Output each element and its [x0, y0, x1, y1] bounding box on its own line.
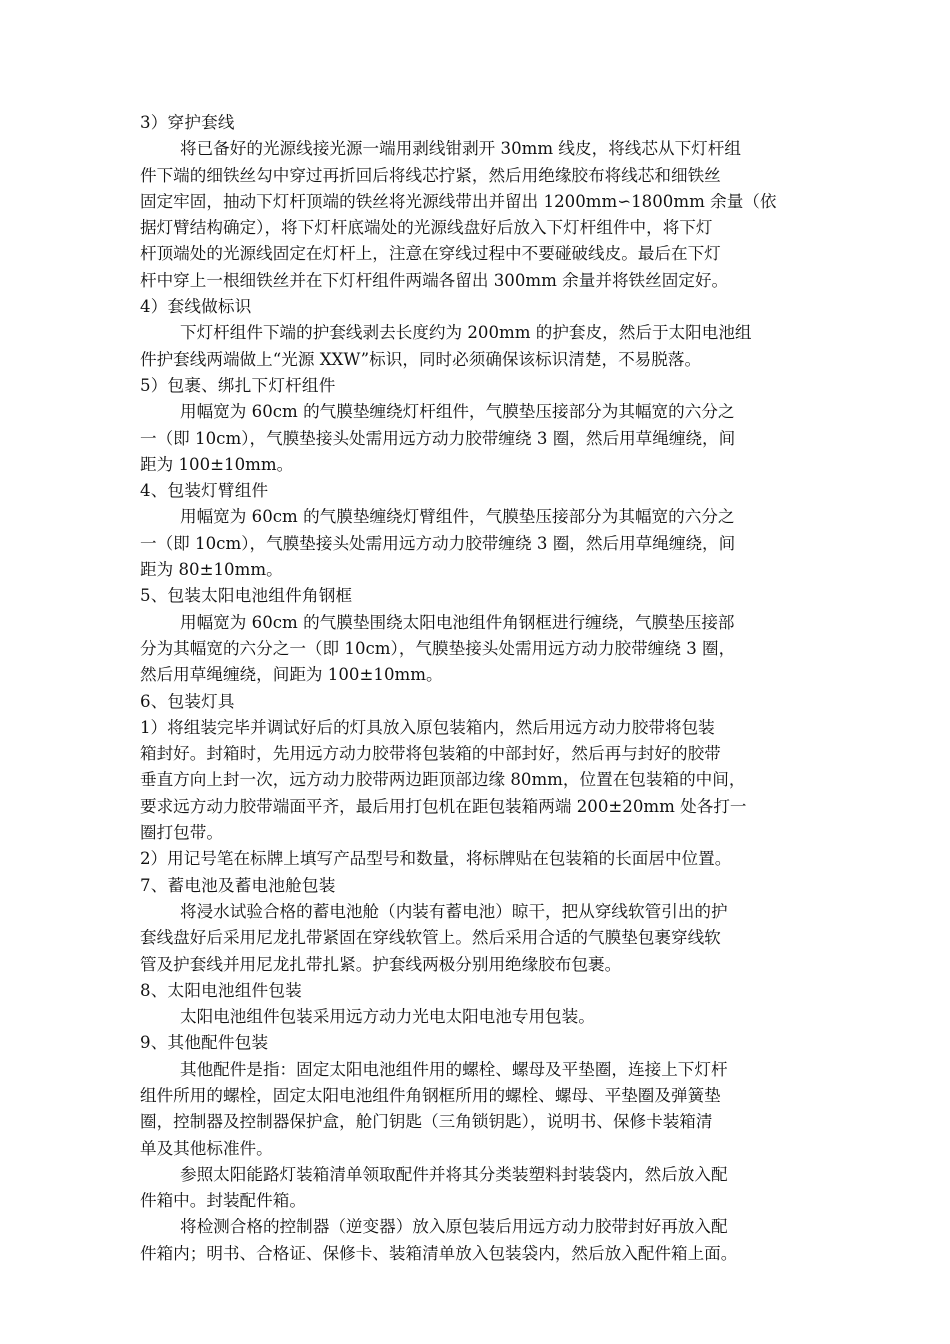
section-heading: 3）穿护套线 [140, 113, 235, 132]
body-text-line: 据灯臂结构确定），将下灯杆底端处的光源线盘好后放入下灯杆组件中，将下灯 [140, 218, 713, 238]
body-text-line: 距为 100±10mm。 [140, 454, 294, 474]
body-text-line: 件下端的细铁丝勾中穿过再折回后将线芯拧紧，然后用绝缘胶布将线芯和细铁丝 [140, 165, 721, 185]
section-heading: 4、包装灯臂组件 [140, 481, 269, 501]
body-text-line: 将浸水试验合格的蓄电池舱（内装有蓄电池）晾干，把从穿线软管引出的护 [180, 901, 728, 921]
body-text-line: 件箱内；明书、合格证、保修卡、装箱清单放入包装袋内，然后放入配件箱上面。 [140, 1243, 738, 1263]
document-page [140, 110, 822, 1267]
body-text-line: 分为其幅宽的六分之一（即 10cm），气膜垫接头处需用远方动力胶带缠绕 3 圈， [140, 638, 736, 658]
body-text-line: 距为 80±10mm。 [140, 560, 283, 580]
body-text-line: 固定牢固，抽动下灯杆顶端的铁丝将光源线带出并留出 1200mm∽1800mm 余量（依 [140, 191, 777, 211]
body-text-line: 垂直方向上封一次，远方动力胶带两边距顶部边缘 80mm，位置在包装箱的中间， [140, 770, 746, 790]
body-text-line: 圈打包带。 [140, 823, 223, 843]
body-text-line: 要求远方动力胶带端面平齐，最后用打包机在距包装箱两端 200±20mm 处各打一 [140, 796, 747, 816]
section-heading: 5、包装太阳电池组件角钢框 [140, 586, 353, 606]
body-text-line: 圈，控制器及控制器保护盒，舱门钥匙（三角锁钥匙），说明书、保修卡装箱清 [140, 1112, 713, 1132]
body-text-line: 用幅宽为 60cm 的气膜垫缠绕灯臂组件，气膜垫压接部分为其幅宽的六分之 [180, 507, 735, 527]
body-text-line: 杆顶端处的光源线固定在灯杆上，注意在穿线过程中不要碰破线皮。最后在下灯 [140, 244, 721, 264]
body-text-line: 单及其他标准件。 [140, 1138, 273, 1158]
section-heading: 5）包裹、绑扎下灯杆组件 [140, 375, 336, 395]
body-text-line: 参照太阳能路灯装箱清单领取配件并将其分类装塑料封装袋内，然后放入配 [180, 1164, 728, 1184]
body-text-line: 一（即 10cm），气膜垫接头处需用远方动力胶带缠绕 3 圈，然后用草绳缠绕，间 [140, 428, 736, 448]
body-text-line: 用幅宽为 60cm 的气膜垫围绕太阳电池组件角钢框进行缠绕，气膜垫压接部 [180, 612, 735, 632]
body-text-line: 将已备好的光源线接光源一端用剥线钳剥开 30mm 线皮，将线芯从下灯杆组 [180, 139, 741, 159]
body-text-line: 将检测合格的控制器（逆变器）放入原包装后用远方动力胶带封好再放入配 [180, 1217, 728, 1237]
body-text-line: 用幅宽为 60cm 的气膜垫缠绕灯杆组件，气膜垫压接部分为其幅宽的六分之 [180, 402, 735, 422]
section-heading: 4）套线做标识 [140, 297, 252, 317]
body-text-line: 件护套线两端做上“光源 XXW”标识，同时必须确保该标识清楚，不易脱落。 [140, 349, 702, 369]
body-text-line: 1）将组装完毕并调试好后的灯具放入原包装箱内，然后用远方动力胶带将包装 [140, 717, 715, 737]
section-heading: 6、包装灯具 [140, 691, 235, 711]
body-text-line: 组件所用的螺栓，固定太阳电池组件角钢框所用的螺栓、螺母、平垫圈及弹簧垫 [140, 1085, 721, 1105]
body-text-line: 一（即 10cm），气膜垫接头处需用远方动力胶带缠绕 3 圈，然后用草绳缠绕，间 [140, 533, 736, 553]
body-text-line: 其他配件是指：固定太阳电池组件用的螺栓、螺母及平垫圈，连接上下灯杆 [180, 1059, 728, 1079]
section-heading: 9、其他配件包装 [140, 1033, 269, 1053]
body-text-line: 然后用草绳缠绕，间距为 100±10mm。 [140, 665, 443, 685]
body-text-line: 杆中穿上一根细铁丝并在下灯杆组件两端各留出 300mm 余量并将铁丝固定好。 [140, 270, 729, 290]
body-text-line: 件箱中。封装配件箱。 [140, 1191, 306, 1211]
body-text-line: 管及护套线并用尼龙扎带扎紧。护套线两极分别用绝缘胶布包裹。 [140, 954, 622, 974]
body-text-line: 2）用记号笔在标牌上填写产品型号和数量，将标牌贴在包装箱的长面居中位置。 [140, 849, 732, 869]
body-text-line: 太阳电池组件包装采用远方动力光电太阳电池专用包装。 [180, 1007, 595, 1027]
body-text-line: 套线盘好后采用尼龙扎带紧固在穿线软管上。然后采用合适的气膜垫包裹穿线软 [140, 928, 721, 948]
body-text-line: 箱封好。封箱时，先用远方动力胶带将包装箱的中部封好，然后再与封好的胶带 [140, 744, 721, 764]
section-heading: 8、太阳电池组件包装 [140, 980, 302, 1000]
section-heading: 7、蓄电池及蓄电池舱包装 [140, 875, 336, 895]
body-text-line: 下灯杆组件下端的护套线剥去长度约为 200mm 的护套皮，然后于太阳电池组 [180, 323, 752, 343]
